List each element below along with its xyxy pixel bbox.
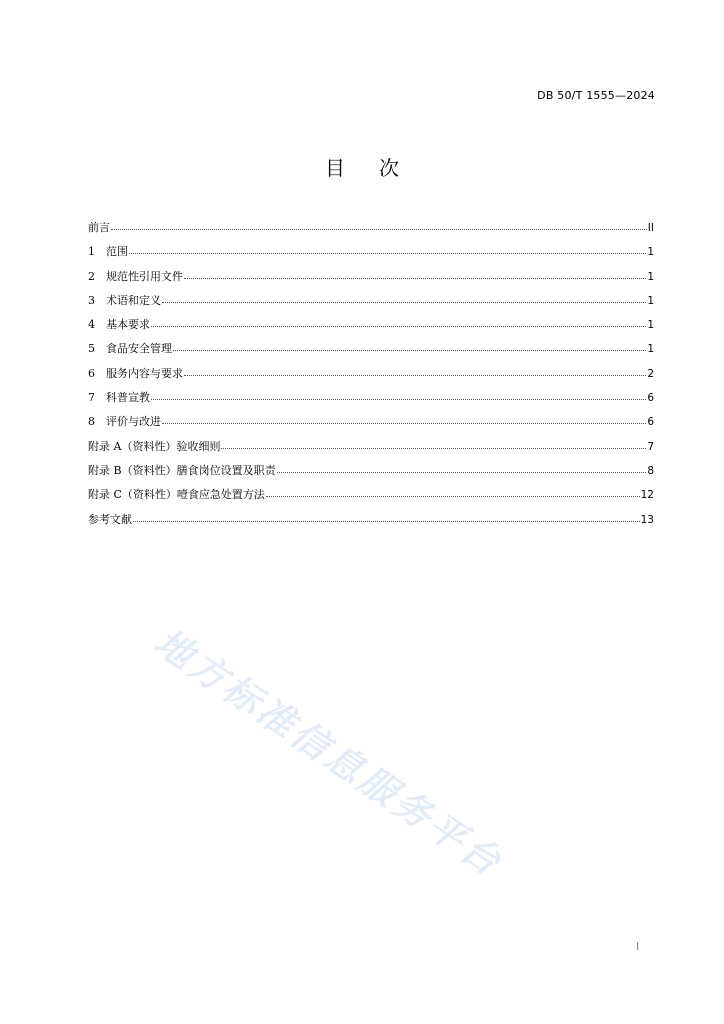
toc-entry-page: 13 <box>640 513 654 526</box>
toc-entry-page: 8 <box>647 464 654 477</box>
document-code: DB 50/T 1555—2024 <box>537 89 655 102</box>
toc-entry[interactable] <box>88 389 654 413</box>
dot-leader <box>277 461 647 473</box>
dot-leader <box>133 510 640 522</box>
toc-entry-page: 6 <box>647 416 654 429</box>
dot-leader <box>129 242 646 254</box>
toc-entry[interactable] <box>88 268 654 292</box>
toc-entry[interactable] <box>88 413 654 437</box>
toc-entry-number: 1 <box>88 245 95 259</box>
toc-entry-label: 服务内容与要求 <box>106 366 183 380</box>
toc-entry-label: 范围 <box>106 245 128 259</box>
toc-entry-label: 基本要求 <box>106 318 150 332</box>
toc-entry-label: 规范性引用文件 <box>106 269 183 283</box>
toc-entry-page: 12 <box>640 489 654 502</box>
toc-entry-label: 附录 C（资料性）噎食应急处置方法 <box>88 488 265 502</box>
toc-entry[interactable] <box>88 462 654 486</box>
toc-entry-number: 6 <box>88 366 95 380</box>
toc-entry[interactable] <box>88 365 654 389</box>
dot-leader <box>151 315 646 327</box>
toc-entry[interactable] <box>88 316 654 340</box>
toc-entry-page: II <box>647 222 654 234</box>
toc-entry-number: 4 <box>88 318 95 332</box>
toc-entry[interactable] <box>88 219 654 243</box>
toc-entry-page: 1 <box>647 246 654 259</box>
toc-entry[interactable] <box>88 340 654 364</box>
table-of-contents <box>88 219 654 535</box>
toc-entry-number: 5 <box>88 342 95 356</box>
toc-entry-label: 术语和定义 <box>106 293 161 307</box>
toc-entry[interactable] <box>88 243 654 267</box>
toc-entry[interactable] <box>88 292 654 316</box>
toc-entry-label: 附录 A（资料性）验收细则 <box>88 439 221 453</box>
dot-leader <box>162 291 646 303</box>
toc-entry[interactable] <box>88 438 654 462</box>
toc-entry-number: 2 <box>88 269 95 283</box>
toc-entry-label: 评价与改进 <box>106 415 161 429</box>
toc-entry-page: 2 <box>647 367 654 380</box>
dot-leader <box>151 388 646 400</box>
dot-leader <box>111 218 647 230</box>
toc-entry-label: 前言 <box>88 221 110 234</box>
dot-leader <box>266 485 640 497</box>
toc-entry-number: 7 <box>88 391 95 405</box>
toc-entry-page: 1 <box>647 319 654 332</box>
dot-leader <box>184 267 646 279</box>
toc-entry-label: 食品安全管理 <box>106 342 172 356</box>
dot-leader <box>184 364 646 376</box>
toc-entry-page: 1 <box>647 294 654 307</box>
page-number: I <box>636 940 640 953</box>
toc-entry-page: 1 <box>647 270 654 283</box>
dot-leader <box>162 412 646 424</box>
toc-entry-label: 附录 B（资料性）膳食岗位设置及职责 <box>88 463 276 477</box>
toc-entry-label: 科普宣教 <box>106 391 150 405</box>
watermark: 地方标准信息服务平台 <box>146 619 512 886</box>
toc-entry[interactable] <box>88 486 654 510</box>
toc-entry-page: 1 <box>647 343 654 356</box>
dot-leader <box>173 339 646 351</box>
dot-leader <box>221 437 646 449</box>
page-title: 目次 <box>325 156 433 180</box>
toc-entry-label: 参考文献 <box>88 512 132 526</box>
toc-entry-number: 3 <box>88 293 95 307</box>
toc-entry-page: 7 <box>647 440 654 453</box>
toc-entry[interactable] <box>88 511 654 535</box>
toc-entry-number: 8 <box>88 415 95 429</box>
toc-entry-page: 6 <box>647 392 654 405</box>
